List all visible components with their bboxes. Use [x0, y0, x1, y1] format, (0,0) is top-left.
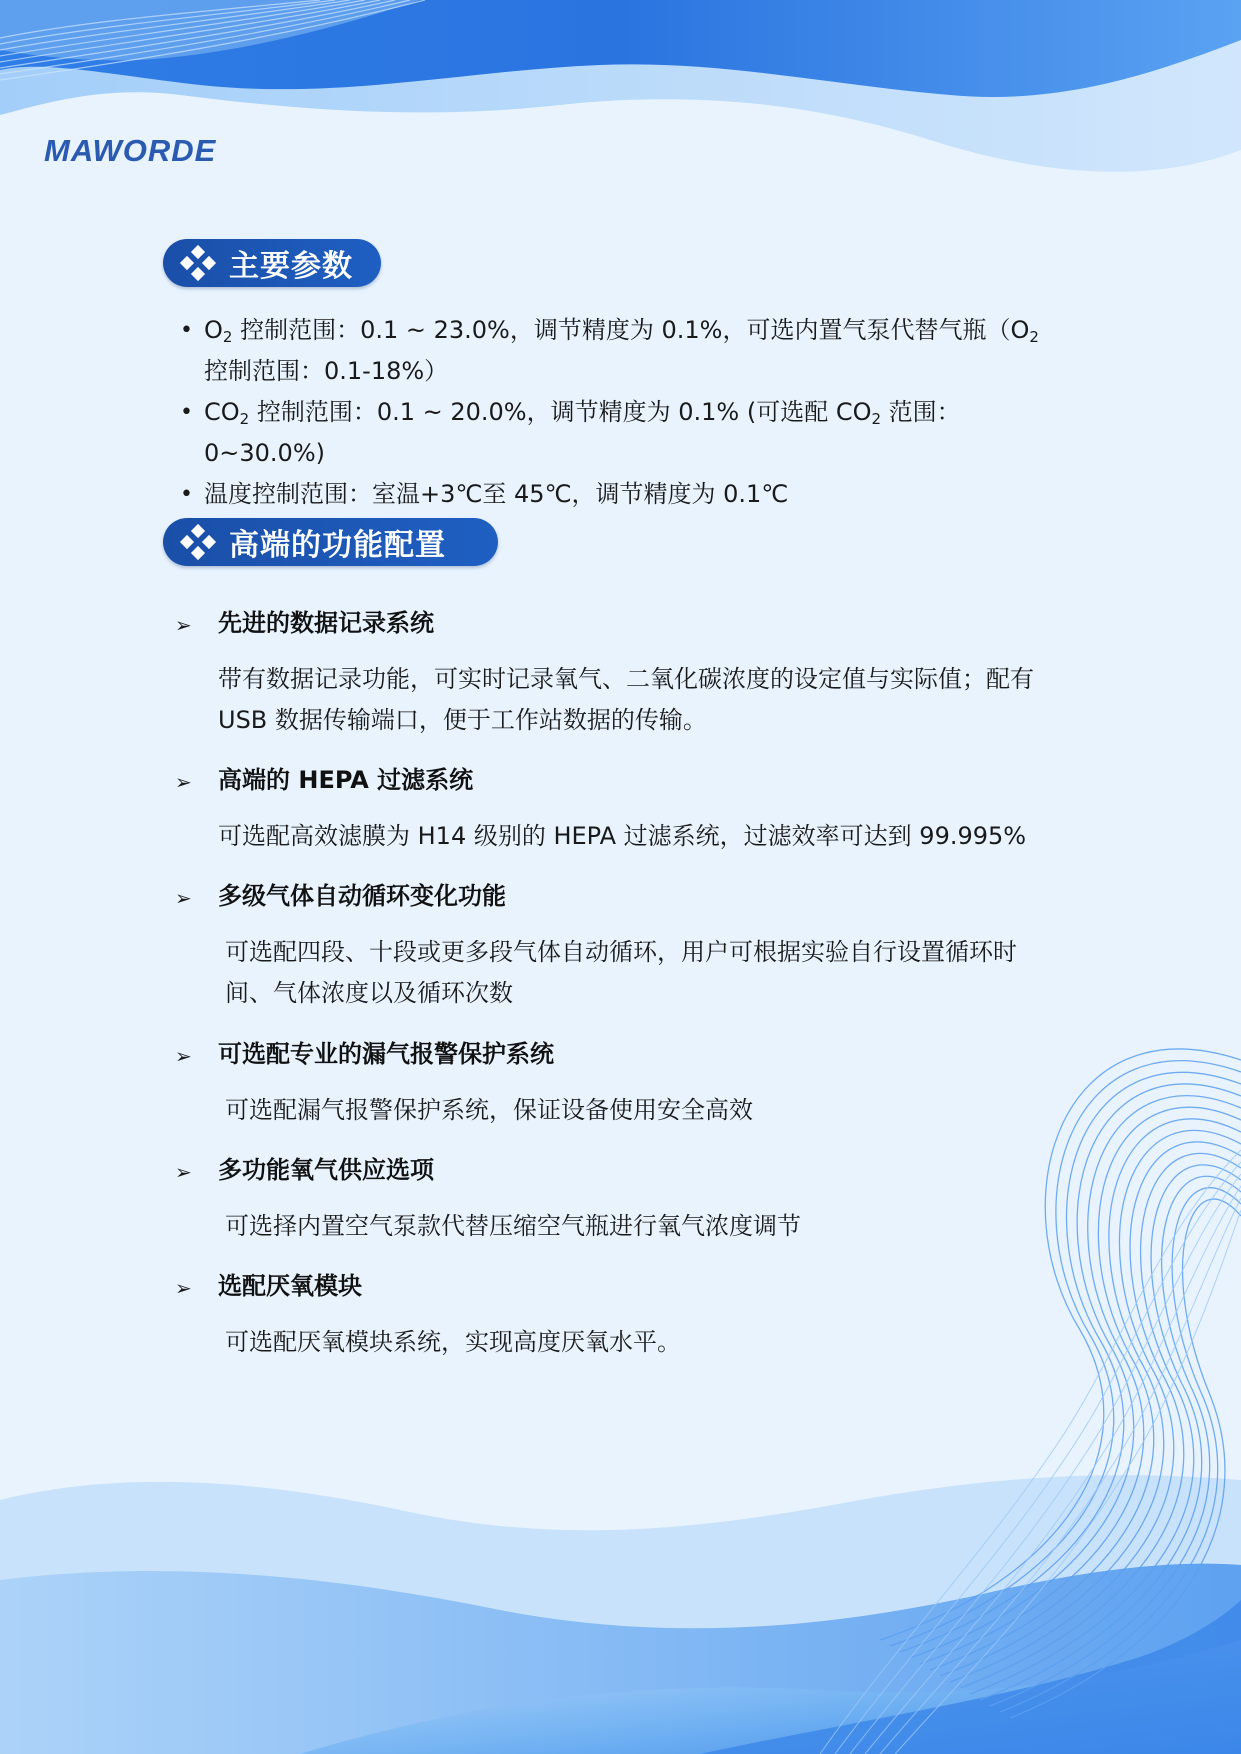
feature-desc: 可选配四段、十段或更多段气体自动循环，用户可根据实验自行设置循环时间、气体浓度以及循环次数	[225, 938, 1017, 1007]
feature-desc: 带有数据记录功能，可实时记录氧气、二氧化碳浓度的设定值与实际值；配有 USB 数据传输端口，便于工作站数据的传输。	[218, 665, 1034, 734]
feature-gas-cycle	[175, 880, 1075, 1014]
section-header-features	[163, 518, 498, 566]
feature-title: 先进的数据记录系统	[218, 609, 434, 637]
feature-oxygen-supply	[175, 1154, 1075, 1247]
params-list	[180, 310, 1080, 515]
feature-title: 多级气体自动循环变化功能	[218, 882, 506, 910]
feature-desc: 可选配高效滤膜为 H14 级别的 HEPA 过滤系统，过滤效率可达到 99.995%	[218, 822, 1027, 850]
section-title: 高端的功能配置	[229, 528, 446, 563]
diamond-cluster-icon	[181, 246, 215, 280]
feature-data-logging	[175, 607, 1075, 741]
arrow-right-icon: ➢	[175, 1276, 192, 1300]
feature-desc: 可选配厌氧模块系统，实现高度厌氧水平。	[225, 1328, 681, 1356]
diamond-cluster-icon	[181, 525, 215, 559]
feature-title: 可选配专业的漏气报警保护系统	[218, 1040, 554, 1068]
section-title: 主要参数	[229, 249, 353, 284]
feature-title: 选配厌氧模块	[218, 1272, 362, 1300]
feature-anaerobic	[175, 1270, 1075, 1363]
feature-desc: 可选配漏气报警保护系统，保证设备使用安全高效	[225, 1096, 753, 1124]
arrow-right-icon: ➢	[175, 1044, 192, 1068]
param-item-o2: • $O_2$ 控制范围：0.1 ~ 23.0%，调节精度为 0.1%，可选内置气泵代替气瓶（$O_2$ 控制范围：0.1-18%）	[180, 310, 1080, 392]
param-item-co2: • $CO_2$ 控制范围：0.1 ~ 20.0%，调节精度为 0.1% (可选配 $CO_2$ 范围：0~30.0%)	[180, 392, 1080, 474]
feature-title: 高端的 HEPA 过滤系统	[218, 766, 474, 794]
arrow-right-icon: ➢	[175, 613, 192, 637]
param-item-temperature: • 温度控制范围：室温+3℃至 45℃，调节精度为 0.1℃	[180, 474, 1080, 515]
arrow-right-icon: ➢	[175, 1160, 192, 1184]
brand-logo: MAWORDE	[44, 133, 217, 168]
feature-title: 多功能氧气供应选项	[218, 1156, 434, 1184]
feature-desc: 可选择内置空气泵款代替压缩空气瓶进行氧气浓度调节	[225, 1212, 801, 1240]
feature-hepa	[175, 764, 1075, 857]
section-header-main-params	[163, 239, 381, 287]
arrow-right-icon: ➢	[175, 886, 192, 910]
feature-leak-alarm	[175, 1038, 1075, 1131]
arrow-right-icon: ➢	[175, 770, 192, 794]
